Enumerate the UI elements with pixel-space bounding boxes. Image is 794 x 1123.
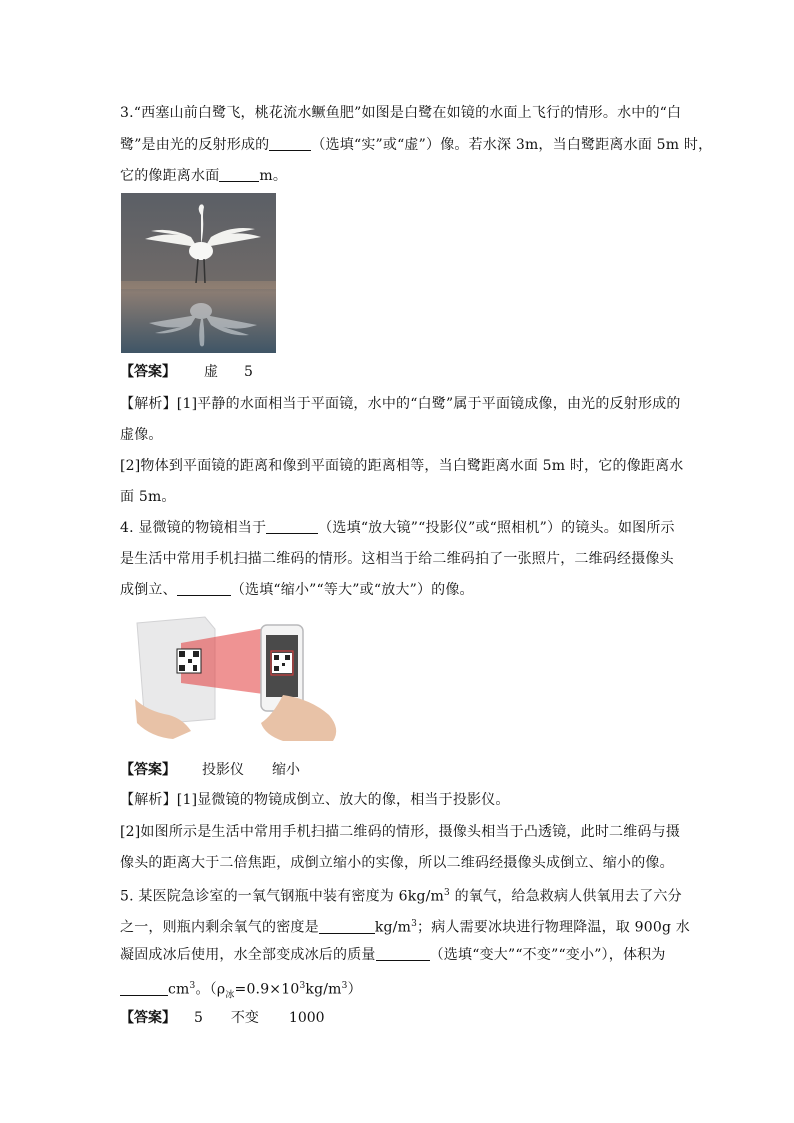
q5-blank-3 [120, 981, 168, 996]
q4-analysis-3: 像头的距离大于二倍焦距，成倒立缩小的实像，所以二维码经摄像头成倒立、缩小的像。 [120, 855, 674, 871]
q5-line-1: 5. 某医院急诊室的一氧气钢瓶中装有密度为 $6kg/m^3$ 的氧气，给急救病人供氧用去了六分 [120, 888, 682, 905]
q3-blank-1 [269, 136, 311, 151]
phone-scanning-qr-code-photo [133, 615, 348, 743]
q3-analysis-2: 虚像。 [120, 427, 163, 443]
q4-line-2: 是生活中常用手机扫描二维码的情形。这相当于给二维码拍了一张照片，二维码经摄像头 [120, 551, 674, 567]
q5-line-4: $cm^3$。$(\rho_冰=0.9\times 10^3kg/m^3)$ [120, 976, 362, 1005]
q5-blank-2 [376, 946, 430, 961]
q5-line-3: 凝固成冰后使用，水全部变成冰后的质量 （选填“变大”“不变”“变小”），体积为 [120, 947, 666, 963]
egret-reflection-photo [121, 193, 276, 353]
q3-line-1: 3.“西塞山前白鹭飞，桃花流水鳜鱼肥”如图是白鹭在如镜的水面上飞行的情形。水中的“白 [120, 105, 682, 121]
q5-line-2: 之一，则瓶内剩余氧气的密度是 $kg/m^3$；病人需要冰块进行物理降温，取 900g 水 [120, 919, 690, 936]
q3-blank-2 [219, 167, 259, 182]
q3-line-2: 鹭”是由光的反射形成的 （选填“实”或“虚”）像。若水深 3m，当白鹭距离水面 5m 时， [120, 137, 713, 153]
q4-blank-1 [266, 519, 318, 534]
q4-analysis-2: [2]如图所示是生活中常用手机扫描二维码的情形，摄像头相当于凸透镜，此时二维码与摄 [120, 824, 681, 840]
q5-answer: 【答案】 5 不变 1000 [120, 1010, 325, 1026]
q4-answer: 【答案】 投影仪 缩小 [120, 762, 300, 778]
q5-blank-1 [319, 919, 375, 934]
q4-blank-2 [177, 581, 231, 596]
q4-analysis-1: 【解析】[1]显微镜的物镜成倒立、放大的像，相当于投影仪。 [120, 792, 510, 808]
q3-analysis-4: 面 5m。 [120, 489, 176, 505]
q3-analysis-1: 【解析】[1]平静的水面相当于平面镜，水中的“白鹭”属于平面镜成像，由光的反射形成的 [120, 396, 681, 412]
q3-analysis-3: [2]物体到平面镜的距离和像到平面镜的距离相等，当白鹭距离水面 5m 时，它的像距离水 [120, 458, 684, 474]
q3-answer: 【答案】 虚 5 [120, 364, 253, 380]
q4-line-3: 成倒立、 （选填“缩小”“等大”或“放大”）的像。 [120, 582, 474, 598]
q3-line-3: 它的像距离水面 m。 [120, 168, 288, 184]
q4-line-1: 4. 显微镜的物镜相当于 （选填“放大镜”“投影仪”或“照相机”）的镜头。如图所示 [120, 520, 675, 536]
